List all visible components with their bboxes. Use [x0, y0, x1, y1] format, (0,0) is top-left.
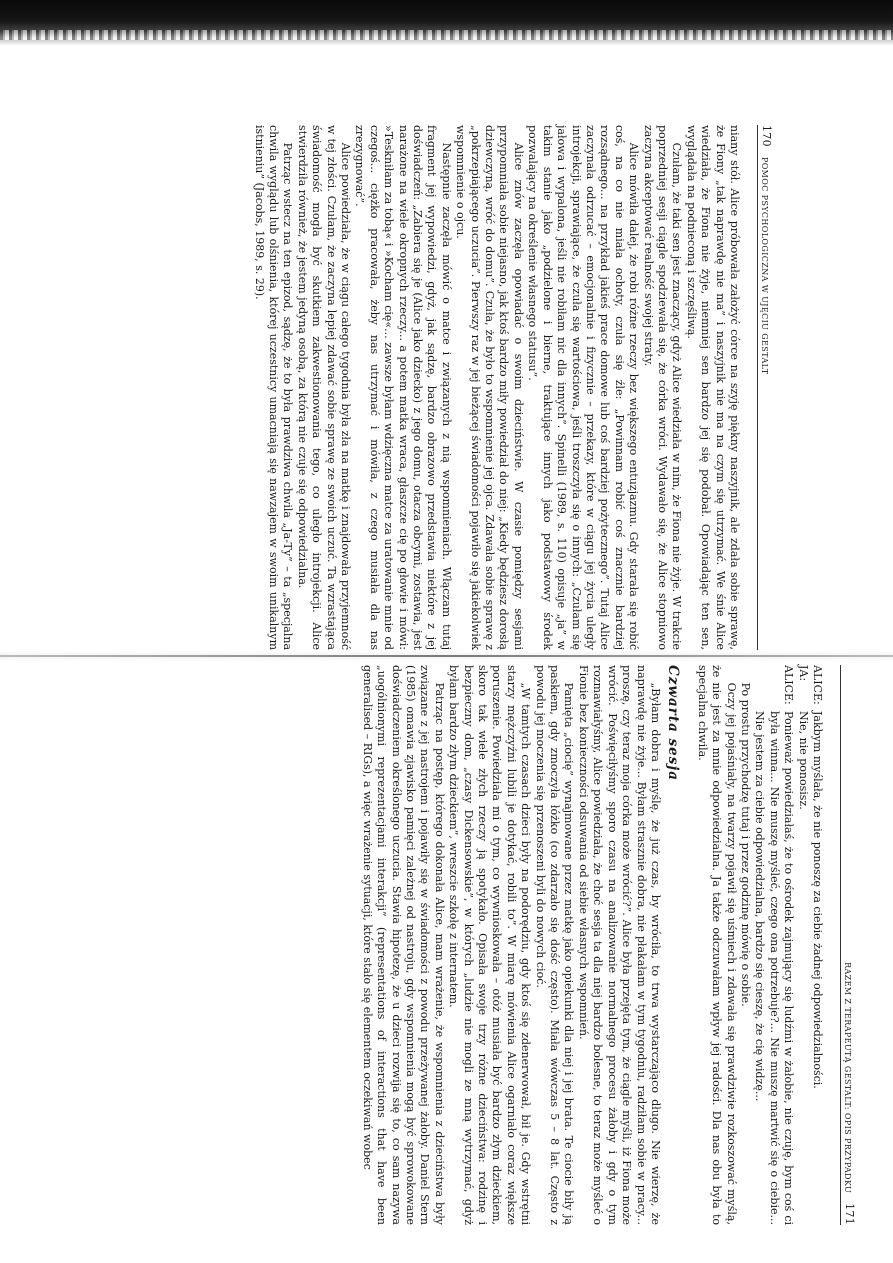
paragraph: Alice powiedziała, że w ciągu całego tygodnia była zła na matkę i znajdowała przyjemność w tej złości. Czułam, że zaczyna lepiej zdawać sobie sprawę ze swoich uczuć. Ta wzrastająca świadomość mogła być skutkiem zakwestionowania tego, co uległo introjekcji. Alice stwierdziła również, że jestem jedyną osobą, za którą nie czuje się odpowiedzialna. [295, 125, 353, 650]
dialog-text: Ponieważ powiedziałaś, że to ośrodek zajmujący się ludźmi w żałobie, nie czuję, bym coś ci była winna... Nie muszę myśleć, czego ona potrzebuje?... Nie muszę martwić się o ciebie... Nie jestem za ciebie odpowiedzialna, bardzo się cieszę, że cię widzę... [753, 711, 796, 1225]
paragraph: „Byłam dobra i myślę, że już czas, by wróciła, to trwa wystarczająco długo. Nie wierzę, że naprawdę nie żyje... Byłam strasznie dobra, nie płakałam w tym tygodniu, radziłam sobie w pracy... proszę, czy teraz moja córka może wrócić?”. Alice była przejęta tym, że ciągle myśli, iż Fiona może wrócić. Poświęciłyśmy sporo czasu na analizowanie normalnego procesu żałoby i gdy o tym rozmawiałyśmy, Alice powiedziała, że choć sesja ta dla niej bardzo bolesne, to teraz może myśleć o Fionie bez konieczności odsuwania od siebie własnych wspomnień. [576, 665, 662, 1225]
dialog-text: Nie, nie ponosisz. [796, 711, 810, 810]
page-fold-line [0, 655, 893, 657]
paragraph: „W tamtych czasach dzieci były na podorędziu, gdy ktoś się zdenerwował, bił je. Gdy wstrętni starzy mężczyźni lubili je dotykać, robili to”. W miarę mówienia Alice ogarniało coraz większe poruszenie. Powiedziała mi o tym, co wywnioskowała – otóż musiała być bardzo złym dzieckiem, skoro tak wiele złych rzeczy ją spotykało. Opisała swoje trzy różne dzieciństwa: rodzinę i bezpieczny dom, „czasy Dickensowskie”, w których „ludzie nie mogli ze mną wytrzymać, gdyż byłam bardzo złym dzieckiem”, wreszcie szkołę z internatem. [447, 665, 533, 1225]
page-171 [58, 665, 858, 1225]
dialog-line [752, 665, 795, 1225]
page-header-170 [757, 125, 775, 650]
dialog-speaker: ALICE: [782, 665, 796, 705]
scanner-fade [0, 40, 893, 46]
dialog-text: Jakbym myślała, że nie ponoszę za ciebie żadnej odpowiedzialności. [811, 711, 824, 1089]
section-title: Czwarta sesja [665, 665, 682, 781]
paragraph: Następnie zaczęła mówić o matce i związanych z nią wspomnieniach. Włączam tutaj fragment jej wypowiedzi, gdyż, jak sądzę, bardzo obrazowo przedstawia niektóre z jej doświadczeń: „Zabiera się je (Alice jako dziecko) z jego domu, otacza obcymi, zostawia, jest narażone na wiele okropnych rzeczy... a potem matka wraca, głaszcze cię po głowie i mówi: »Teskniłam za tobą« i »Kocham cię«... zawsze byłam wdzięczna matce za uratowanie mnie od czegoś... ciężko pracowała, żeby nas utrzymać i mówiła, z czego musiała dla nas zrezygnować”. [353, 125, 453, 650]
dialog-speaker: ALICE: [811, 665, 824, 705]
page-number: 170 [760, 125, 773, 147]
paragraph: Po prostu przychodzę tutaj i przez godzinę mówię o sobie. [738, 682, 752, 1007]
dialog-line [795, 665, 809, 1225]
running-head: RAZEM Z TERAPEUTĄ GESTALT: OPIS PRZYPADKU [843, 962, 852, 1194]
scanner-streak [0, 30, 893, 40]
page-170 [70, 125, 775, 650]
dialog-line [810, 665, 824, 1225]
page-header-171 [840, 665, 858, 1225]
paragraph: Oczy jej pojaśniały, na twarzy pojawił się uśmiech i zdawała się prawdziwie rozkoszować myślą, że nie jest za mnie odpowiedzialna. Ja także odczuwałam wpływ jej radości. Dla nas obu była to specjalna chwila. [695, 665, 738, 1225]
paragraph: niany stół. Alice próbowała założyć córce na szyję piękny naszyjnik, ale zdała sobie sprawę, że Fiony „tak naprawdę nie ma” i naszyjnik nie ma na czym się utrzymać. We śnie Alice wiedziała, że Fiona nie żyje, niemniej sen bardzo jej się podobał. Opowiadając ten sen, wyglądała na podnieconą i szczęśliwą. [684, 125, 741, 650]
paragraph: Patrząc wstecz na ten epizod, sądzę, że to była prawdziwa chwila „Ja-Ty” – ta „specjalna chwila wyglądu lub olśnienia, której uczestnicy umacniają się nawzajem w swoim unikalnym istnieniu” (Jacobs, 1989, s. 29). [252, 125, 295, 650]
paragraph: Alice znów zaczęła opowiadać o swoim dzieciństwie. W czasie pomiędzy sesjami przypomniała sobie niejasno, jak ktoś bardzo miły powiedział do niej: „Kiedy będziesz dorosłą dziewczyną, wróć do domu”. Czuła, że było to wspomnienie jej ojca. Zdawała sobie sprawę z „pokrzepiającego uczucia”. Pierwszy raz w jej bieżącej świadomości pojawiło się jakiekolwiek wspomnienie o ojcu. [454, 125, 525, 650]
page-body-170 [251, 125, 741, 650]
paragraph: Pamięta „ciocię” wynajmowane przez matkę jako opiekunki dla niej i jej brata. Te ciocie biły ją paskiem, gdy zmoczyła łóżko (co zdarzało się dość często). Miała wówczas 5 – 8 lat. Często z powodu jej moczenia się przenoszeni byli do nowych cioć. [533, 665, 576, 1225]
paragraph: Czułam, że taki sen jest znaczący, gdyż Alice wiedziała w nim, że Fiona nie żyje. W trakcie poprzedniej sesji ciągle spodziewała się, że córka wróci. Wydawało się, że Alice stopniowo zaczyna akceptować realność swojej straty. [641, 125, 684, 650]
dialog-speaker: JA: [796, 665, 810, 682]
paragraph: Patrząc na postęp, którego dokonała Alice, mam wrażenie, że wspomnienia z dzieciństwa były związane z jej nastrojem i pojawiły się w świadomości z powodu przeżywanej żałoby. Daniel Stern (1985) omawia zjawisko pamięci zależnej od nastroju, gdy wspomnienia mogą być sprowokowane doświadczeniem określonego uczucia. Stawia hipotezę, że u dzieci rozwija się to, co sam nazywa „uogólnionymi reprezentacjami interakcji” (representations of interactions that have been generalised – RIGs), a więc wrażenie sytuacji, które stało się elementem oczekiwań wobec [360, 665, 446, 1225]
page-body-171 [359, 665, 824, 1225]
running-head: POMOC PSYCHOLOGICZNA W UJĘCIU GESTALT [760, 156, 769, 375]
page-number: 171 [843, 1203, 856, 1225]
paragraph: Alice mówiła dalej, że robi różne rzeczy bez większego entuzjazmu. Gdy starała się robić coś, na co nie miała ochoty, czuła się źle: „Powinnam robić coś znacznie bardziej rozsądnego... na przykład jakieś prace domowe lub coś bardziej pożytecznego”. Tutaj Alice zaczynała odrzucać – emocjonalnie i fizycznie – przekazy, które w ciągu jej życia uległy introjekcji, sprawiające, że czuła się wartościowa, jeśli troszczyła się o innych: „Czułam się jałowa i wypalona, jeśli nie robiłam nic dla innych”. Spinelli (1989, s. 110) opisuje „ja” w takim stanie jako „podzielone i bierne, traktujące innych jako podstawowy środek pozwalający na określenie własnego statusu”. [526, 125, 641, 650]
